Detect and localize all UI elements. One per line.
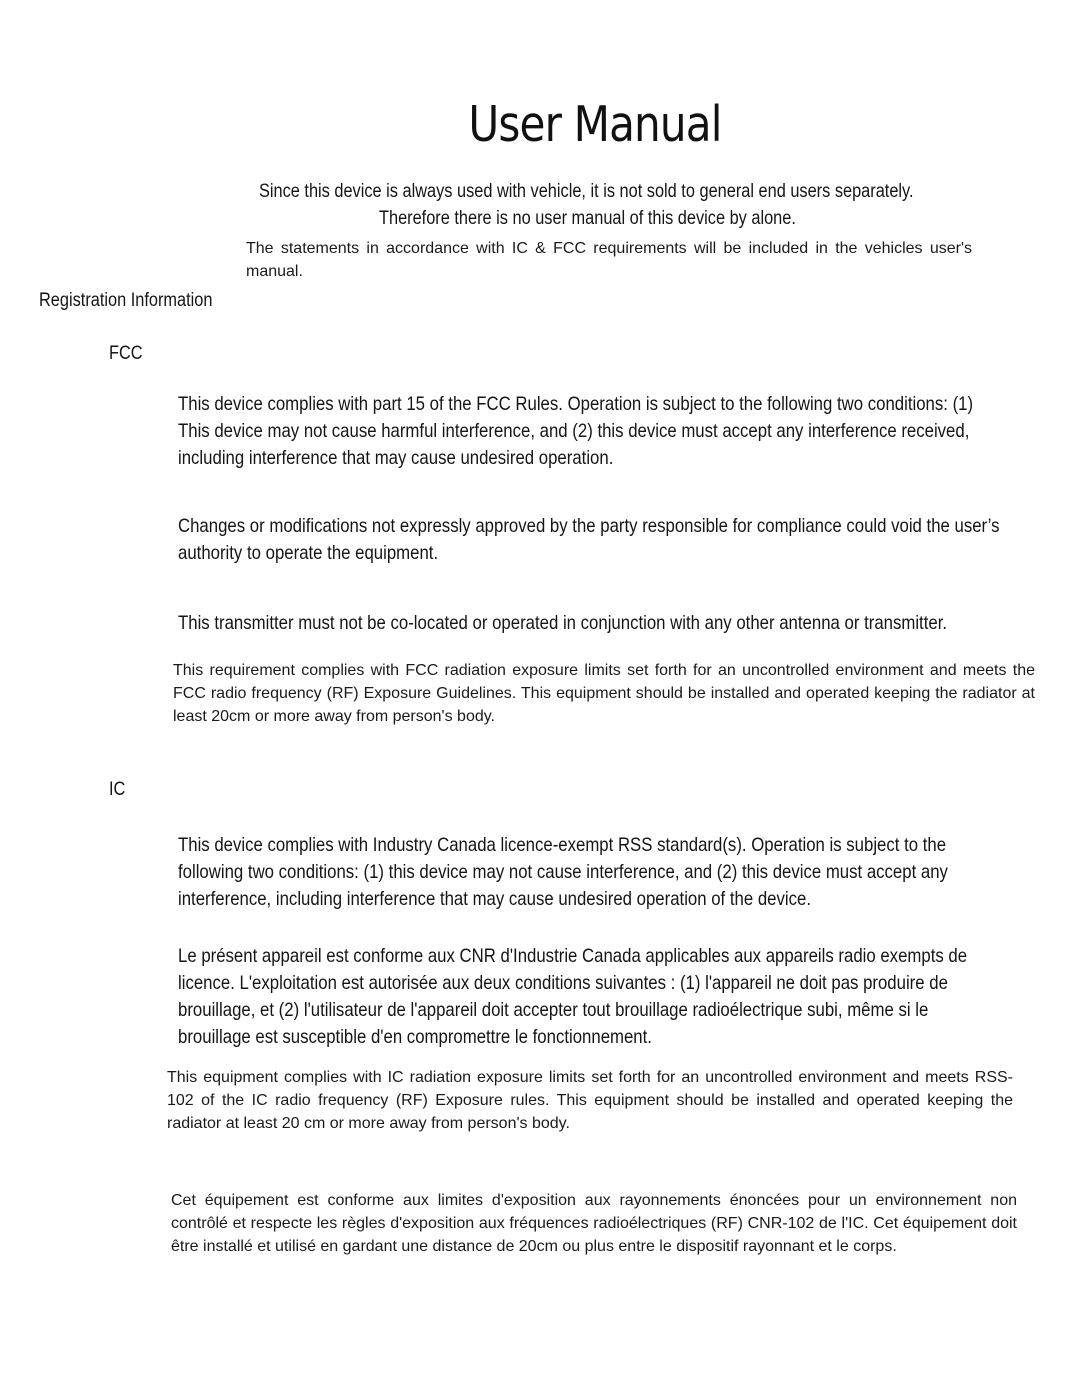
text-line: Le présent appareil est conforme aux CNR d'Industrie Canada applicables aux appareils radio exempts de bbox=[178, 945, 968, 967]
text-line: interference, including interference that may cause undesired operation of the device. bbox=[178, 888, 811, 910]
ic-paragraph-2-french bbox=[178, 943, 967, 1051]
text-line: following two conditions: (1) this device may not cause interference, and (2) this device must accept any bbox=[178, 861, 948, 883]
text-line: authority to operate the equipment. bbox=[178, 542, 439, 564]
text-line: This transmitter must not be co-located or operated in conjunction with any other antenna or transmitter. bbox=[178, 612, 948, 634]
fcc-paragraph-3 bbox=[178, 610, 947, 637]
text-line: including interference that may cause undesired operation. bbox=[178, 447, 614, 469]
ic-paragraph-1 bbox=[178, 832, 948, 913]
registration-heading: Registration Information bbox=[39, 290, 213, 311]
text-line: brouillage, et (2) l'utilisateur de l'appareil doit accepter tout brouillage radioélectrique subi, même si le bbox=[178, 999, 929, 1021]
intro-line-2: Therefore there is no user manual of this device by alone. bbox=[379, 208, 796, 229]
ic-heading: IC bbox=[109, 779, 126, 800]
text-line: This device complies with part 15 of the FCC Rules. Operation is subject to the following two conditions: (1) bbox=[178, 393, 974, 415]
fcc-heading: FCC bbox=[109, 343, 143, 364]
intro-statement: The statements in accordance with IC & FCC requirements will be included in the vehicles user's manual. bbox=[246, 240, 972, 280]
ic-rf-statement-french: Cet équipement est conforme aux limites d'exposition aux rayonnements énoncées pour un environnement non contrôlé et respecte les règles d'exposition aux fréquences radioélectriques (RF) CNR-102 de l'IC. Cet équipement doit être installé et utilisé en gardant une distance de 20cm ou plus entre le dispositif rayonnant et le corps. bbox=[171, 1192, 1017, 1255]
text-line: This device may not cause harmful interference, and (2) this device must accept any interference received, bbox=[178, 420, 970, 442]
text-line: Changes or modifications not expressly approved by the party responsible for compliance could void the user’s bbox=[178, 515, 1000, 537]
fcc-rf-statement: This requirement complies with FCC radiation exposure limits set forth for an uncontrolled environment and meets the FCC radio frequency (RF) Exposure Guidelines. This equipment should be installed and operated keeping the radiator at least 20cm or more away from person's body. bbox=[173, 662, 1035, 725]
fcc-paragraph-1 bbox=[178, 391, 973, 472]
text-line: This device complies with Industry Canada licence-exempt RSS standard(s). Operation is subject to the bbox=[178, 834, 947, 856]
page-title: User Manual bbox=[468, 96, 722, 153]
text-line: licence. L'exploitation est autorisée aux deux conditions suivantes : (1) l'appareil ne doit pas produire de bbox=[178, 972, 948, 994]
text-line: brouillage est susceptible d'en compromettre le fonctionnement. bbox=[178, 1026, 652, 1048]
ic-rf-statement: This equipment complies with IC radiation exposure limits set forth for an uncontrolled environment and meets RSS-102 of the IC radio frequency (RF) Exposure rules. This equipment should be installed and operated keeping the radiator at least 20 cm or more away from person's body. bbox=[167, 1069, 1013, 1132]
fcc-paragraph-2 bbox=[178, 513, 1000, 567]
intro-line-1: Since this device is always used with vehicle, it is not sold to general end users separately. bbox=[259, 181, 914, 202]
